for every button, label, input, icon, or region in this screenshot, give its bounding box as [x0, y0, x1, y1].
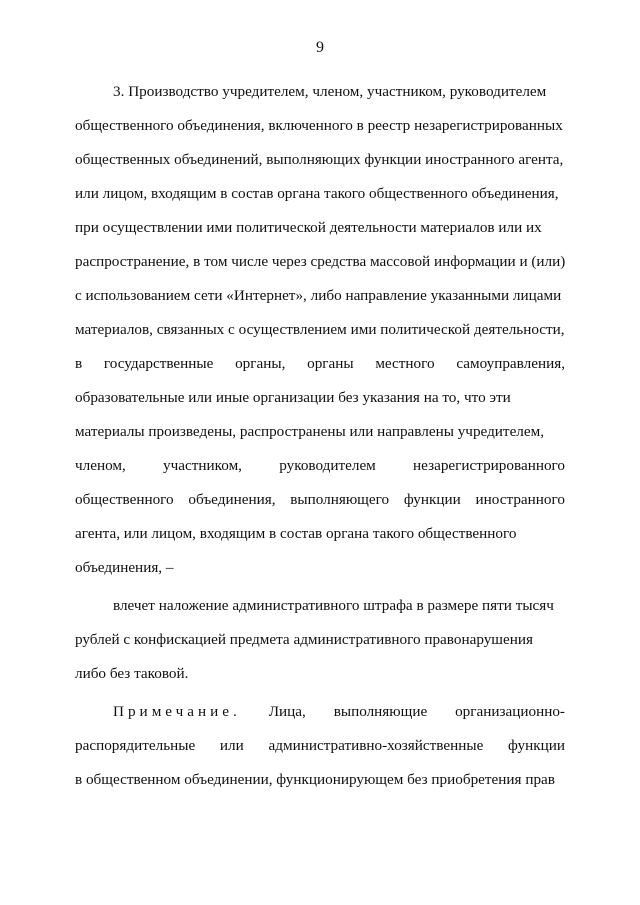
sanction-line: рублей с конфискацией предмета административного правонарушения [75, 631, 533, 648]
text-line: материалов, связанных с осуществлением ими политической деятельности, [75, 321, 565, 338]
text-line: или лицом, входящим в состав органа такого общественного объединения, [75, 185, 559, 202]
word: местного [375, 355, 435, 372]
word: участником, [163, 457, 242, 474]
word: выполняющего [290, 491, 390, 508]
note-label: Примечание. [113, 703, 241, 720]
text-line: распространение, в том числе через средства массовой информации и (или) [75, 253, 566, 270]
text-line: объединения, – [75, 559, 174, 576]
note-line: в общественном объединении, функционирующем без приобретения прав [75, 771, 555, 788]
note-line [75, 736, 565, 756]
text-line: с использованием сети «Интернет», либо направление указанными лицами [75, 287, 562, 304]
text-line: общественных объединений, выполняющих функции иностранного агента, [75, 151, 564, 168]
text-line: при осуществлении ими политической деятельности материалов или их [75, 219, 542, 236]
text-line-justified [75, 490, 565, 510]
word: органы, [235, 355, 286, 372]
word: объединения, [188, 491, 276, 508]
text-line-justified [75, 456, 565, 476]
word: общественного [75, 491, 174, 508]
word: государственные [103, 355, 214, 372]
word: незарегистрированного [413, 457, 565, 474]
word: в [75, 355, 83, 372]
word: административно-хозяйственные [268, 737, 484, 754]
text-line: агента, или лицом, входящим в состав органа такого общественного [75, 525, 517, 542]
word: руководителем [279, 457, 376, 474]
word: органы [307, 355, 354, 372]
word: функции [508, 737, 565, 754]
note-line [113, 702, 565, 722]
word: самоуправления, [456, 355, 565, 372]
text-line-justified [75, 354, 565, 374]
word: членом, [75, 457, 126, 474]
text-line-content: 3. Производство учредителем, членом, участником, руководителем [113, 83, 547, 100]
text-line: образовательные или иные организации без указания на то, что эти [75, 389, 511, 406]
word: выполняющие [333, 703, 428, 720]
word: организационно- [455, 703, 565, 720]
word: Лица, [268, 703, 306, 720]
word: или [219, 737, 244, 754]
page-number: 9 [316, 39, 324, 56]
text-line: общественного объединения, включенного в реестр незарегистрированных [75, 117, 563, 134]
text-line [113, 82, 565, 102]
text-line: материалы произведены, распространены или направлены учредителем, [75, 423, 545, 440]
word: распорядительные [75, 737, 196, 754]
word: функции [403, 491, 461, 508]
sanction-line: влечет наложение административного штрафа в размере пяти тысяч [113, 597, 554, 614]
sanction-line: либо без таковой. [75, 665, 189, 682]
word: иностранного [475, 491, 565, 508]
